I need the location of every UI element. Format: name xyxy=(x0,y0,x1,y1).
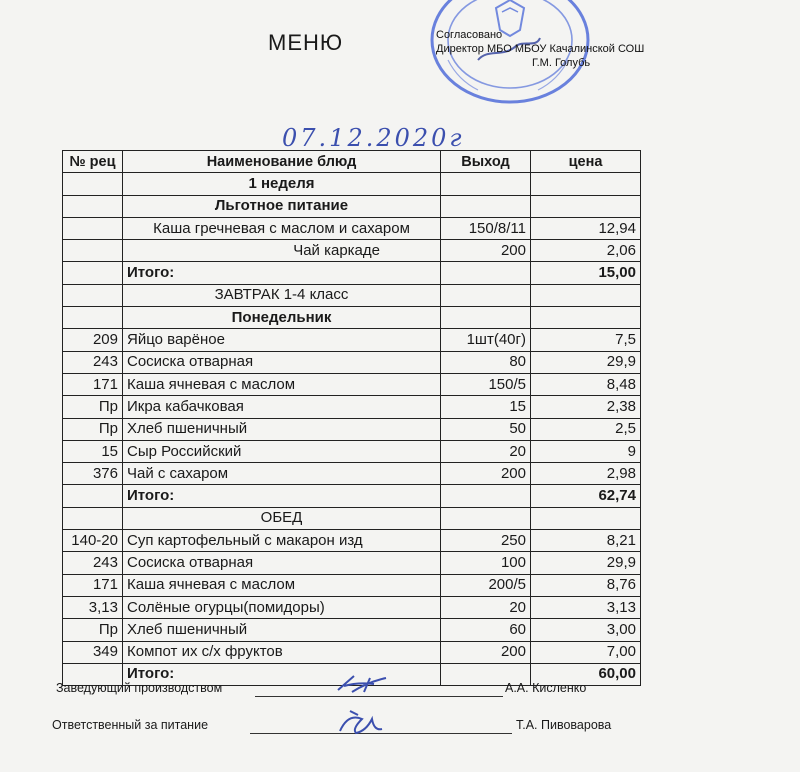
cell-price: 2,38 xyxy=(531,396,641,418)
cell-code: 243 xyxy=(63,552,123,574)
cell-code: 3,13 xyxy=(63,596,123,618)
cell-name: Чай с сахаром xyxy=(123,463,441,485)
table-row xyxy=(63,396,641,418)
cell-out: 20 xyxy=(441,440,531,462)
table-row xyxy=(63,418,641,440)
cell-name: Солёные огурцы(помидоры) xyxy=(123,596,441,618)
cell-out: 150/8/11 xyxy=(441,217,531,239)
cell-name: Каша гречневая с маслом и сахаром xyxy=(123,217,441,239)
cell-code: Пр xyxy=(63,619,123,641)
cell-price: 8,76 xyxy=(531,574,641,596)
table-row xyxy=(63,574,641,596)
cell-code xyxy=(63,173,123,195)
table-row xyxy=(63,373,641,395)
table-row xyxy=(63,195,641,217)
cell-out xyxy=(441,173,531,195)
table-row xyxy=(63,351,641,373)
cell-name: ЗАВТРАК 1-4 класс xyxy=(123,284,441,306)
cell-out: 80 xyxy=(441,351,531,373)
cell-code xyxy=(63,307,123,329)
cell-code: Пр xyxy=(63,396,123,418)
cell-price: 29,9 xyxy=(531,552,641,574)
cell-code: 171 xyxy=(63,574,123,596)
header-name: Наименование блюд xyxy=(123,151,441,173)
responsible-signature-icon xyxy=(330,705,400,739)
cell-code xyxy=(63,284,123,306)
cell-code xyxy=(63,262,123,284)
cell-price: 29,9 xyxy=(531,351,641,373)
table-row xyxy=(63,485,641,507)
table-row xyxy=(63,619,641,641)
table-row xyxy=(63,329,641,351)
approval-line: Согласовано xyxy=(436,29,503,41)
cell-name: ОБЕД xyxy=(123,507,441,529)
cell-code xyxy=(63,195,123,217)
cell-price xyxy=(531,307,641,329)
cell-price: 12,94 xyxy=(531,217,641,239)
table-row xyxy=(63,440,641,462)
cell-name: Икра кабачковая xyxy=(123,396,441,418)
cell-out: 20 xyxy=(441,596,531,618)
header-price: цена xyxy=(531,151,641,173)
cell-code: 349 xyxy=(63,641,123,663)
production-manager-label: Заведующий производством xyxy=(56,681,223,695)
cell-out xyxy=(441,485,531,507)
cell-out: 250 xyxy=(441,530,531,552)
cell-out xyxy=(441,195,531,217)
cell-name: Итого: xyxy=(123,485,441,507)
cell-price: 7,5 xyxy=(531,329,641,351)
cell-name: Понедельник xyxy=(123,307,441,329)
cell-code: 15 xyxy=(63,440,123,462)
cell-name: Компот их с/х фруктов xyxy=(123,641,441,663)
production-signature-icon xyxy=(330,668,400,698)
approval-line: Директор МБО МБОУ Качалинской СОШ xyxy=(436,43,645,55)
responsible-label: Ответственный за питание xyxy=(52,718,209,732)
cell-name: Каша ячневая с маслом xyxy=(123,574,441,596)
cell-code xyxy=(63,507,123,529)
cell-price: 7,00 xyxy=(531,641,641,663)
handwritten-date: 07.12.2020г xyxy=(282,124,465,152)
cell-name: Льготное питание xyxy=(123,195,441,217)
cell-price xyxy=(531,195,641,217)
production-manager-name: А.А. Кисленко xyxy=(505,681,587,695)
cell-out xyxy=(441,507,531,529)
cell-code xyxy=(63,217,123,239)
cell-out: 15 xyxy=(441,396,531,418)
cell-out: 200 xyxy=(441,240,531,262)
cell-code: 171 xyxy=(63,373,123,395)
table-row xyxy=(63,217,641,239)
cell-name: 1 неделя xyxy=(123,173,441,195)
cell-code: 140-20 xyxy=(63,530,123,552)
cell-price: 2,06 xyxy=(531,240,641,262)
cell-price xyxy=(531,507,641,529)
cell-code: 209 xyxy=(63,329,123,351)
page-title: МЕНЮ xyxy=(268,30,344,55)
cell-out: 150/5 xyxy=(441,373,531,395)
table-row xyxy=(63,530,641,552)
cell-code: Пр xyxy=(63,418,123,440)
cell-out: 200 xyxy=(441,641,531,663)
approval-block xyxy=(436,28,644,70)
cell-out xyxy=(441,284,531,306)
table-row xyxy=(63,284,641,306)
menu-table-body xyxy=(63,173,641,686)
responsible-name: Т.А. Пивоварова xyxy=(516,718,612,732)
cell-name: Суп картофельный с макарон изд xyxy=(123,530,441,552)
cell-name: Чай каркаде xyxy=(123,240,441,262)
cell-price: 2,98 xyxy=(531,463,641,485)
cell-price: 8,48 xyxy=(531,373,641,395)
cell-out: 100 xyxy=(441,552,531,574)
cell-code: 243 xyxy=(63,351,123,373)
cell-name: Итого: xyxy=(123,262,441,284)
cell-price: 62,74 xyxy=(531,485,641,507)
table-row xyxy=(63,507,641,529)
cell-name: Сосиска отварная xyxy=(123,552,441,574)
cell-name: Яйцо варёное xyxy=(123,329,441,351)
cell-out: 60 xyxy=(441,619,531,641)
cell-name: Сосиска отварная xyxy=(123,351,441,373)
table-row xyxy=(63,262,641,284)
table-row xyxy=(63,463,641,485)
cell-out xyxy=(441,307,531,329)
table-row xyxy=(63,641,641,663)
cell-out xyxy=(441,262,531,284)
cell-price: 8,21 xyxy=(531,530,641,552)
header-code: № рец xyxy=(63,151,123,173)
table-row xyxy=(63,173,641,195)
cell-name: Хлеб пшеничный xyxy=(123,418,441,440)
cell-price: 15,00 xyxy=(531,262,641,284)
cell-price: 60,00 xyxy=(531,663,641,685)
table-row xyxy=(63,552,641,574)
cell-out: 200/5 xyxy=(441,574,531,596)
menu-table xyxy=(62,150,641,686)
cell-out: 1шт(40г) xyxy=(441,329,531,351)
cell-price: 3,13 xyxy=(531,596,641,618)
cell-code: 376 xyxy=(63,463,123,485)
cell-out: 200 xyxy=(441,463,531,485)
cell-name: Хлеб пшеничный xyxy=(123,619,441,641)
table-row xyxy=(63,596,641,618)
cell-code xyxy=(63,240,123,262)
cell-name: Каша ячневая с маслом xyxy=(123,373,441,395)
approval-line: Г.М. Голубь xyxy=(532,57,591,69)
cell-code xyxy=(63,485,123,507)
table-header-row xyxy=(63,151,641,173)
cell-name: Итого: xyxy=(123,663,441,685)
cell-price: 2,5 xyxy=(531,418,641,440)
cell-price xyxy=(531,173,641,195)
header-out: Выход xyxy=(441,151,531,173)
cell-out: 50 xyxy=(441,418,531,440)
cell-name: Сыр Российский xyxy=(123,440,441,462)
cell-price xyxy=(531,284,641,306)
table-row xyxy=(63,307,641,329)
cell-price: 3,00 xyxy=(531,619,641,641)
cell-price: 9 xyxy=(531,440,641,462)
table-row xyxy=(63,240,641,262)
